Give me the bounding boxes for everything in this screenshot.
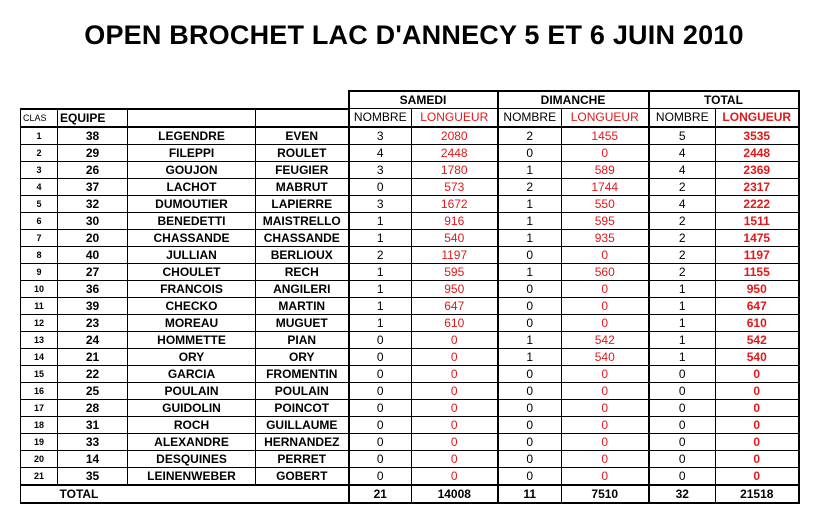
cell-rank: 14 <box>21 348 58 365</box>
cell-total-nombre: 4 <box>649 161 716 178</box>
cell-samedi-nombre: 0 <box>349 178 412 195</box>
cell-name2: ROULET <box>256 144 349 161</box>
cell-rank: 2 <box>21 144 58 161</box>
header-dimanche-longueur: LONGUEUR <box>562 109 649 127</box>
cell-samedi-nombre: 3 <box>349 161 412 178</box>
cell-total-nombre: 5 <box>649 127 716 145</box>
cell-name1: CHOULET <box>128 263 256 280</box>
table-row <box>21 195 799 212</box>
table-row <box>21 467 799 485</box>
cell-team: 27 <box>58 263 128 280</box>
cell-samedi-longueur: 540 <box>412 229 498 246</box>
table-row <box>21 416 799 433</box>
cell-total-nombre: 0 <box>649 399 716 416</box>
cell-samedi-longueur: 0 <box>412 331 498 348</box>
cell-dimanche-longueur: 540 <box>562 348 649 365</box>
cell-samedi-longueur: 0 <box>412 416 498 433</box>
header-group-row <box>21 91 799 109</box>
table-row <box>21 212 799 229</box>
cell-samedi-longueur: 2448 <box>412 144 498 161</box>
cell-rank: 1 <box>21 127 58 145</box>
table-row <box>21 348 799 365</box>
cell-name1: GOUJON <box>128 161 256 178</box>
cell-dimanche-nombre: 1 <box>498 195 562 212</box>
table-row <box>21 331 799 348</box>
table-row <box>21 246 799 263</box>
cell-dimanche-longueur: 0 <box>562 416 649 433</box>
cell-samedi-longueur: 0 <box>412 365 498 382</box>
cell-total-longueur: 2222 <box>716 195 799 212</box>
cell-total-nombre: 1 <box>649 314 716 331</box>
cell-total-nombre: 0 <box>649 433 716 450</box>
cell-team: 29 <box>58 144 128 161</box>
cell-name2: MABRUT <box>256 178 349 195</box>
cell-dimanche-nombre: 0 <box>498 297 562 314</box>
table-row <box>21 433 799 450</box>
cell-total-longueur: 0 <box>716 382 799 399</box>
cell-dimanche-longueur: 0 <box>562 365 649 382</box>
cell-total-longueur: 1511 <box>716 212 799 229</box>
totals-samedi-longueur: 14008 <box>412 485 498 503</box>
cell-dimanche-nombre: 0 <box>498 433 562 450</box>
cell-total-nombre: 2 <box>649 178 716 195</box>
cell-name1: GARCIA <box>128 365 256 382</box>
cell-total-longueur: 540 <box>716 348 799 365</box>
cell-name1: ORY <box>128 348 256 365</box>
cell-name1: LEGENDRE <box>128 127 256 145</box>
totals-dimanche-longueur: 7510 <box>562 485 649 503</box>
cell-name1: POULAIN <box>128 382 256 399</box>
totals-samedi-nombre: 21 <box>349 485 412 503</box>
page-title: OPEN BROCHET LAC D'ANNECY 5 ET 6 JUIN 2010 <box>84 20 744 50</box>
table-row <box>21 297 799 314</box>
cell-name1: ALEXANDRE <box>128 433 256 450</box>
cell-dimanche-longueur: 0 <box>562 433 649 450</box>
cell-team: 20 <box>58 229 128 246</box>
cell-dimanche-nombre: 0 <box>498 416 562 433</box>
cell-rank: 21 <box>21 467 58 485</box>
cell-samedi-longueur: 0 <box>412 450 498 467</box>
cell-samedi-nombre: 1 <box>349 212 412 229</box>
cell-rank: 4 <box>21 178 58 195</box>
cell-total-nombre: 1 <box>649 280 716 297</box>
cell-total-longueur: 0 <box>716 399 799 416</box>
cell-dimanche-longueur: 0 <box>562 450 649 467</box>
totals-row <box>21 485 799 503</box>
cell-name2: FROMENTIN <box>256 365 349 382</box>
cell-total-nombre: 1 <box>649 297 716 314</box>
cell-dimanche-nombre: 1 <box>498 331 562 348</box>
cell-samedi-nombre: 3 <box>349 195 412 212</box>
cell-total-nombre: 2 <box>649 246 716 263</box>
cell-samedi-nombre: 0 <box>349 382 412 399</box>
cell-name1: FRANCOIS <box>128 280 256 297</box>
cell-samedi-longueur: 0 <box>412 399 498 416</box>
cell-dimanche-longueur: 0 <box>562 280 649 297</box>
cell-total-longueur: 1155 <box>716 263 799 280</box>
cell-team: 24 <box>58 331 128 348</box>
totals-total-nombre: 32 <box>649 485 716 503</box>
cell-name1: HOMMETTE <box>128 331 256 348</box>
cell-samedi-nombre: 1 <box>349 314 412 331</box>
cell-total-longueur: 647 <box>716 297 799 314</box>
cell-dimanche-nombre: 2 <box>498 178 562 195</box>
table-row <box>21 399 799 416</box>
cell-name1: BENEDETTI <box>128 212 256 229</box>
cell-total-longueur: 610 <box>716 314 799 331</box>
cell-name2: POULAIN <box>256 382 349 399</box>
cell-samedi-longueur: 595 <box>412 263 498 280</box>
cell-total-longueur: 1197 <box>716 246 799 263</box>
cell-name2: LAPIERRE <box>256 195 349 212</box>
table-row <box>21 365 799 382</box>
header-samedi-longueur: LONGUEUR <box>412 109 498 127</box>
cell-team: 28 <box>58 399 128 416</box>
cell-name2: HERNANDEZ <box>256 433 349 450</box>
cell-dimanche-longueur: 0 <box>562 382 649 399</box>
cell-total-longueur: 950 <box>716 280 799 297</box>
cell-total-nombre: 4 <box>649 144 716 161</box>
cell-team: 35 <box>58 467 128 485</box>
cell-samedi-longueur: 0 <box>412 348 498 365</box>
cell-total-nombre: 0 <box>649 365 716 382</box>
table-row <box>21 161 799 178</box>
header-equipe: EQUIPE <box>58 109 128 127</box>
cell-dimanche-nombre: 0 <box>498 382 562 399</box>
cell-rank: 20 <box>21 450 58 467</box>
cell-name1: LEINENWEBER <box>128 467 256 485</box>
cell-name2: GOBERT <box>256 467 349 485</box>
totals-label: TOTAL <box>58 485 349 503</box>
cell-rank: 12 <box>21 314 58 331</box>
cell-dimanche-longueur: 560 <box>562 263 649 280</box>
cell-dimanche-longueur: 0 <box>562 144 649 161</box>
cell-dimanche-longueur: 0 <box>562 399 649 416</box>
cell-rank: 15 <box>21 365 58 382</box>
cell-samedi-longueur: 0 <box>412 382 498 399</box>
results-body <box>21 127 799 485</box>
cell-dimanche-nombre: 0 <box>498 450 562 467</box>
cell-samedi-nombre: 0 <box>349 450 412 467</box>
cell-samedi-longueur: 647 <box>412 297 498 314</box>
cell-dimanche-nombre: 0 <box>498 314 562 331</box>
cell-dimanche-nombre: 1 <box>498 263 562 280</box>
cell-total-longueur: 542 <box>716 331 799 348</box>
cell-rank: 8 <box>21 246 58 263</box>
cell-name2: PERRET <box>256 450 349 467</box>
cell-dimanche-nombre: 0 <box>498 365 562 382</box>
cell-samedi-nombre: 0 <box>349 433 412 450</box>
cell-team: 40 <box>58 246 128 263</box>
cell-team: 39 <box>58 297 128 314</box>
cell-rank: 16 <box>21 382 58 399</box>
cell-total-nombre: 0 <box>649 382 716 399</box>
cell-name2: POINCOT <box>256 399 349 416</box>
cell-name2: EVEN <box>256 127 349 145</box>
cell-samedi-nombre: 1 <box>349 229 412 246</box>
header-samedi: SAMEDI <box>349 91 498 109</box>
cell-samedi-longueur: 0 <box>412 433 498 450</box>
cell-dimanche-longueur: 1744 <box>562 178 649 195</box>
cell-samedi-nombre: 1 <box>349 263 412 280</box>
cell-team: 25 <box>58 382 128 399</box>
cell-samedi-longueur: 0 <box>412 467 498 485</box>
cell-rank: 6 <box>21 212 58 229</box>
cell-total-longueur: 3535 <box>716 127 799 145</box>
cell-name2: PIAN <box>256 331 349 348</box>
header-dimanche-nombre: NOMBRE <box>498 109 562 127</box>
cell-samedi-longueur: 610 <box>412 314 498 331</box>
cell-dimanche-longueur: 589 <box>562 161 649 178</box>
cell-samedi-longueur: 916 <box>412 212 498 229</box>
header-dimanche: DIMANCHE <box>498 91 649 109</box>
cell-name1: JULLIAN <box>128 246 256 263</box>
cell-samedi-longueur: 1197 <box>412 246 498 263</box>
cell-name1: GUIDOLIN <box>128 399 256 416</box>
cell-samedi-nombre: 2 <box>349 246 412 263</box>
cell-name2: BERLIOUX <box>256 246 349 263</box>
cell-dimanche-longueur: 0 <box>562 297 649 314</box>
cell-team: 37 <box>58 178 128 195</box>
cell-rank: 13 <box>21 331 58 348</box>
cell-dimanche-longueur: 935 <box>562 229 649 246</box>
cell-samedi-nombre: 0 <box>349 331 412 348</box>
header-sub-row <box>21 109 799 127</box>
cell-total-longueur: 2448 <box>716 144 799 161</box>
table-row <box>21 144 799 161</box>
cell-name1: LACHOT <box>128 178 256 195</box>
cell-samedi-longueur: 1672 <box>412 195 498 212</box>
table-row <box>21 178 799 195</box>
cell-samedi-nombre: 0 <box>349 365 412 382</box>
cell-dimanche-longueur: 0 <box>562 246 649 263</box>
cell-total-longueur: 0 <box>716 365 799 382</box>
cell-samedi-longueur: 2080 <box>412 127 498 145</box>
cell-rank: 9 <box>21 263 58 280</box>
header-total-nombre: NOMBRE <box>649 109 716 127</box>
table-row <box>21 450 799 467</box>
cell-name2: MARTIN <box>256 297 349 314</box>
cell-dimanche-nombre: 0 <box>498 144 562 161</box>
cell-name1: CHECKO <box>128 297 256 314</box>
cell-rank: 11 <box>21 297 58 314</box>
cell-samedi-nombre: 1 <box>349 297 412 314</box>
cell-dimanche-nombre: 0 <box>498 399 562 416</box>
cell-team: 26 <box>58 161 128 178</box>
cell-samedi-nombre: 3 <box>349 127 412 145</box>
cell-rank: 3 <box>21 161 58 178</box>
cell-team: 36 <box>58 280 128 297</box>
cell-dimanche-longueur: 550 <box>562 195 649 212</box>
cell-dimanche-longueur: 1455 <box>562 127 649 145</box>
cell-name1: DUMOUTIER <box>128 195 256 212</box>
cell-rank: 18 <box>21 416 58 433</box>
cell-dimanche-nombre: 0 <box>498 467 562 485</box>
table-row <box>21 280 799 297</box>
table-row <box>21 229 799 246</box>
cell-total-nombre: 2 <box>649 212 716 229</box>
cell-name1: DESQUINES <box>128 450 256 467</box>
cell-dimanche-nombre: 1 <box>498 161 562 178</box>
cell-total-nombre: 2 <box>649 229 716 246</box>
cell-team: 23 <box>58 314 128 331</box>
cell-samedi-nombre: 0 <box>349 399 412 416</box>
cell-dimanche-nombre: 1 <box>498 348 562 365</box>
cell-team: 33 <box>58 433 128 450</box>
cell-total-longueur: 2369 <box>716 161 799 178</box>
cell-samedi-nombre: 0 <box>349 348 412 365</box>
cell-dimanche-longueur: 0 <box>562 314 649 331</box>
cell-team: 14 <box>58 450 128 467</box>
header-total: TOTAL <box>649 91 799 109</box>
cell-dimanche-nombre: 0 <box>498 246 562 263</box>
table-row <box>21 382 799 399</box>
cell-total-nombre: 0 <box>649 450 716 467</box>
cell-team: 30 <box>58 212 128 229</box>
cell-rank: 5 <box>21 195 58 212</box>
cell-total-longueur: 2317 <box>716 178 799 195</box>
cell-team: 22 <box>58 365 128 382</box>
cell-dimanche-nombre: 1 <box>498 229 562 246</box>
totals-total-longueur: 21518 <box>716 485 799 503</box>
cell-team: 31 <box>58 416 128 433</box>
table-row <box>21 314 799 331</box>
cell-total-nombre: 2 <box>649 263 716 280</box>
header-clas: CLAS <box>21 109 58 127</box>
cell-team: 21 <box>58 348 128 365</box>
cell-total-nombre: 1 <box>649 348 716 365</box>
cell-name1: CHASSANDE <box>128 229 256 246</box>
cell-rank: 10 <box>21 280 58 297</box>
results-table <box>20 90 800 504</box>
cell-name1: MOREAU <box>128 314 256 331</box>
cell-dimanche-nombre: 1 <box>498 212 562 229</box>
table-row <box>21 127 799 145</box>
cell-total-longueur: 0 <box>716 433 799 450</box>
cell-samedi-nombre: 0 <box>349 416 412 433</box>
cell-total-longueur: 0 <box>716 416 799 433</box>
cell-samedi-longueur: 1780 <box>412 161 498 178</box>
cell-name2: FEUGIER <box>256 161 349 178</box>
cell-name2: GUILLAUME <box>256 416 349 433</box>
cell-total-nombre: 0 <box>649 416 716 433</box>
table-row <box>21 263 799 280</box>
totals-dimanche-nombre: 11 <box>498 485 562 503</box>
cell-total-longueur: 0 <box>716 450 799 467</box>
cell-rank: 7 <box>21 229 58 246</box>
cell-total-nombre: 4 <box>649 195 716 212</box>
cell-samedi-nombre: 0 <box>349 467 412 485</box>
cell-dimanche-longueur: 542 <box>562 331 649 348</box>
cell-team: 32 <box>58 195 128 212</box>
cell-total-longueur: 1475 <box>716 229 799 246</box>
cell-name2: ORY <box>256 348 349 365</box>
cell-name2: CHASSANDE <box>256 229 349 246</box>
cell-samedi-longueur: 950 <box>412 280 498 297</box>
cell-name1: FILEPPI <box>128 144 256 161</box>
cell-name2: ANGILERI <box>256 280 349 297</box>
cell-total-nombre: 0 <box>649 467 716 485</box>
cell-dimanche-nombre: 0 <box>498 280 562 297</box>
cell-name2: RECH <box>256 263 349 280</box>
cell-total-nombre: 1 <box>649 331 716 348</box>
cell-samedi-nombre: 4 <box>349 144 412 161</box>
cell-name2: MUGUET <box>256 314 349 331</box>
cell-name2: MAISTRELLO <box>256 212 349 229</box>
cell-dimanche-longueur: 0 <box>562 467 649 485</box>
header-total-longueur: LONGUEUR <box>716 109 799 127</box>
cell-dimanche-longueur: 595 <box>562 212 649 229</box>
cell-samedi-longueur: 573 <box>412 178 498 195</box>
header-samedi-nombre: NOMBRE <box>349 109 412 127</box>
cell-samedi-nombre: 1 <box>349 280 412 297</box>
cell-rank: 17 <box>21 399 58 416</box>
cell-dimanche-nombre: 2 <box>498 127 562 145</box>
cell-name1: ROCH <box>128 416 256 433</box>
cell-team: 38 <box>58 127 128 145</box>
cell-rank: 19 <box>21 433 58 450</box>
cell-total-longueur: 0 <box>716 467 799 485</box>
